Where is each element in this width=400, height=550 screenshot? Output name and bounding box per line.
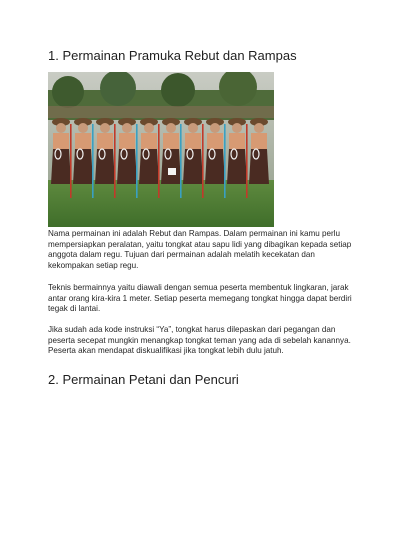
paragraph: Nama permainan ini adalah Rebut dan Rampas. Dalam permainan ini kamu perlu mempersiapkan peralatan, yaitu tongkat atau sapu lidi yang dibagikan kepada setiap anggota dalam regu. Tujuan dari permainan adalah melatih kecekatan dan kekompakan setiap regu. [48,229,352,270]
paragraph: Teknis bermainnya yaitu diawali dengan semua peserta membentuk lingkaran, jarak antar orang kira-kira 1 meter. Setiap peserta memegang tongkat hingga dapat berdiri tegak di lantai. [48,283,352,314]
scout-group-photo [48,72,274,227]
section-heading: 1. Permainan Pramuka Rebut dan Rampas [48,48,297,63]
paragraph: Jika sudah ada kode instruksi “Ya”, tongkat harus dilepaskan dari pegangan dan peserta secepat mungkin menangkap tongkat teman yang ada di sebelah kanannya. Peserta akan mendapat diskualifikasi jika tongkat lebih dulu jatuh. [48,325,351,356]
photo-illustration [48,72,274,227]
section-heading: 2. Permainan Petani dan Pencuri [48,372,239,387]
